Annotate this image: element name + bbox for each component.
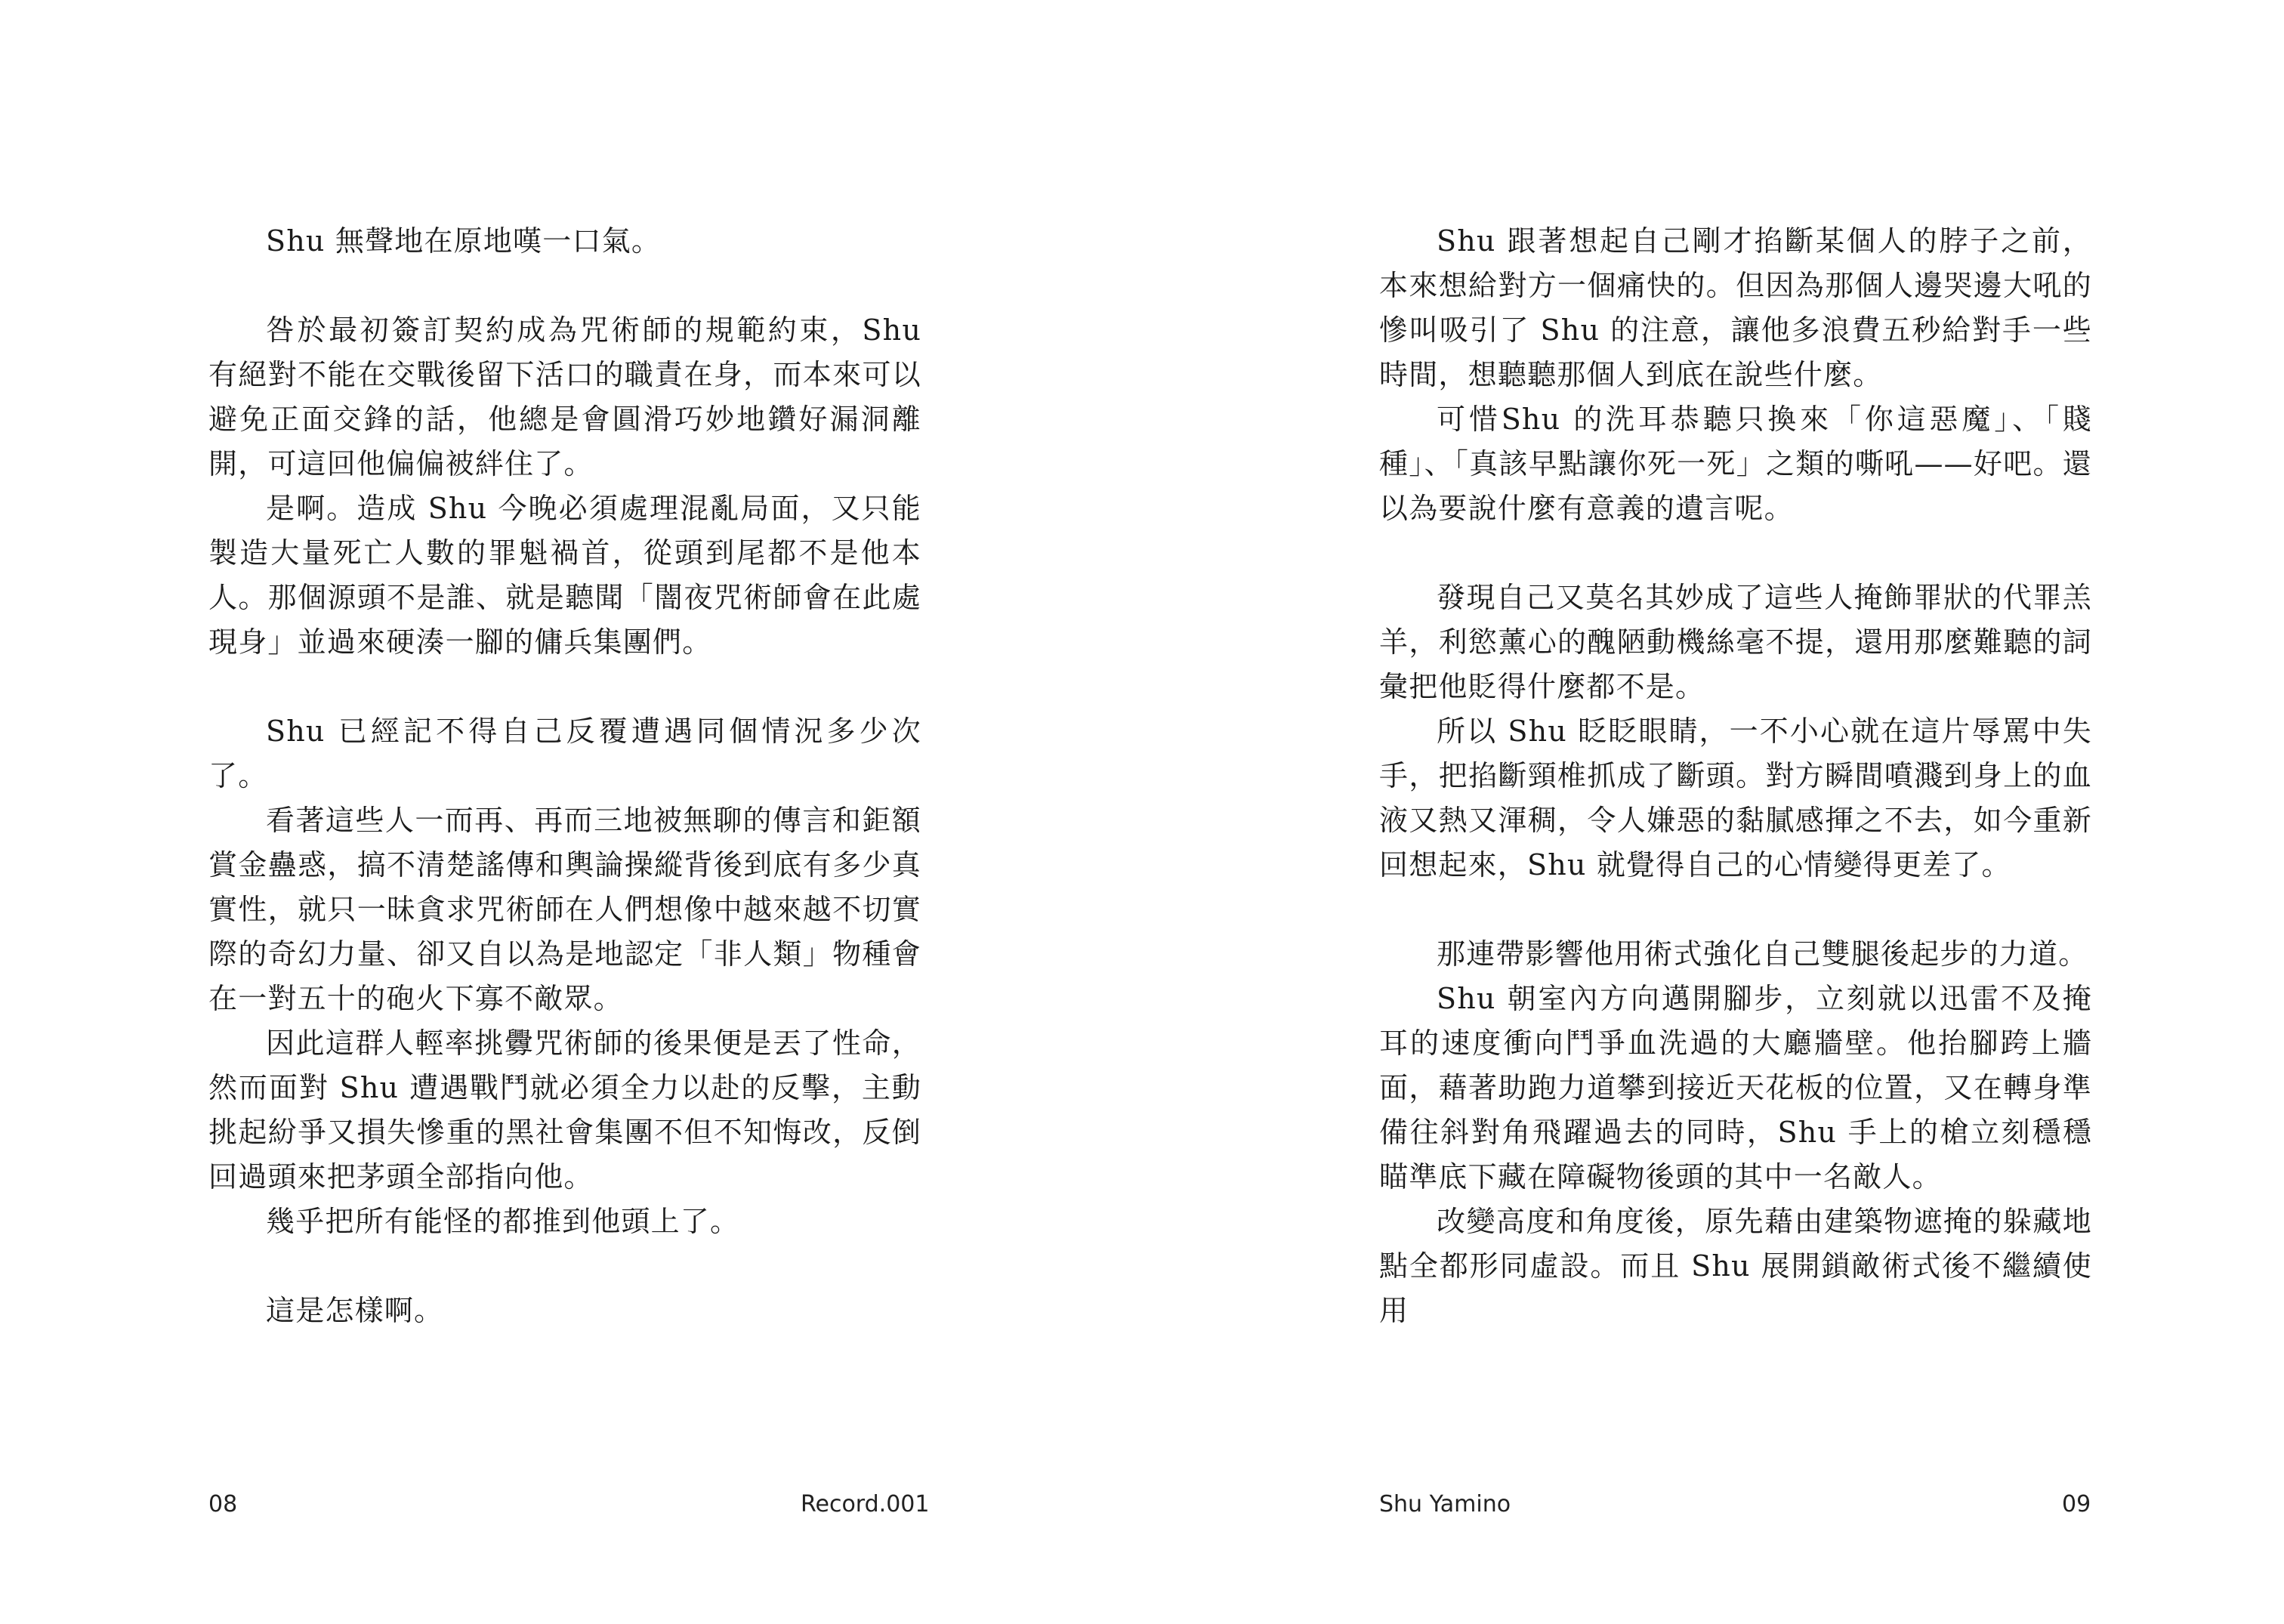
right-body-text: [1379, 219, 2092, 1333]
left-body-text: [208, 219, 932, 1333]
paragraph: 可惜Shu 的洗耳恭聽只換來「你這惡魔」、「賤種」、「真該早點讓你死一死」之類的嘶吼——好吧。還以為要說什麼有意義的遺言呢。: [1379, 403, 2092, 525]
paragraph: 發現自己又莫名其妙成了這些人掩飾罪狀的代罪羔羊，利慾薰心的醜陋動機絲毫不提，還用那麼難聽的詞彙把他貶得什麼都不是。: [1379, 581, 2092, 703]
paragraph: 所以 Shu 眨眨眼睛，一不小心就在這片辱罵中失手，把掐斷頸椎抓成了斷頭。對方瞬間噴濺到身上的血液又熱又渾稠，令人嫌惡的黏膩感揮之不去，如今重新回想起來，Shu 就覺得自己的心情變得更差了。: [1379, 715, 2092, 881]
page-number: 08: [208, 1491, 238, 1517]
paragraph: 這是怎樣啊。: [266, 1294, 444, 1327]
right-page: [1142, 0, 2284, 1624]
page-number: 09: [2062, 1491, 2091, 1517]
paragraph: Shu 朝室內方向邁開腳步，立刻就以迅雷不及掩耳的速度衝向鬥爭血洗過的大廳牆壁。他抬腳跨上牆面，藉著助跑力道攀到接近天花板的位置，又在轉身準備往斜對角飛躍過去的同時，Shu 手上的槍立刻穩穩瞄準底下藏在障礙物後頭的其中一名敵人。: [1379, 982, 2092, 1193]
paragraph: 咎於最初簽訂契約成為咒術師的規範約束，Shu 有絕對不能在交戰後留下活口的職責在身，而本來可以避免正面交鋒的話，他總是會圓滑巧妙地鑽好漏洞離開，可這回他偏偏被絆住了。: [208, 313, 932, 480]
running-head: Shu Yamino: [1379, 1491, 1511, 1517]
paragraph: 那連帶影響他用術式強化自己雙腿後起步的力道。: [1437, 937, 2088, 971]
paragraph-gap: [1379, 531, 2092, 576]
paragraph: Shu 無聲地在原地嘆一口氣。: [266, 224, 662, 258]
paragraph: 幾乎把所有能怪的都推到他頭上了。: [266, 1205, 740, 1238]
paragraph-gap: [208, 665, 921, 709]
paragraph-gap: [1379, 888, 2092, 932]
paragraph: 因此這群人輕率挑釁咒術師的後果便是丟了性命，然而面對 Shu 遭遇戰鬥就必須全力以赴的反擊，主動挑起紛爭又損失慘重的黑社會集團不但不知悔改，反倒回過頭來把茅頭全部指向他。: [208, 1027, 921, 1193]
paragraph: 是啊。造成 Shu 今晚必須處理混亂局面，又只能製造大量死亡人數的罪魁禍首，從頭到尾都不是他本人。那個源頭不是誰、就是聽聞「闇夜咒術師會在此處現身」並過來硬湊一腳的傭兵集團們。: [208, 492, 921, 659]
running-head: Record.001: [801, 1491, 930, 1517]
paragraph: Shu 已經記不得自己反覆遭遇同個情況多少次了。: [208, 715, 921, 792]
paragraph-gap: [208, 264, 921, 308]
paragraph: 改變高度和角度後，原先藉由建築物遮掩的躲藏地點全都形同虛設。而且 Shu 展開鎖敵術式後不繼續使用: [1379, 1205, 2092, 1327]
paragraph: Shu 跟著想起自己剛才掐斷某個人的脖子之前，本來想給對方一個痛快的。但因為那個人邊哭邊大吼的慘叫吸引了 Shu 的注意，讓他多浪費五秒給對手一些時間，想聽聽那個人到底在說些什麼。: [1379, 224, 2092, 391]
paragraph-gap: [208, 1244, 921, 1289]
paragraph: 看著這些人一而再、再而三地被無聊的傳言和鉅額賞金蠱惑，搞不清楚謠傳和輿論操縱背後到底有多少真實性，就只一昧貪求咒術師在人們想像中越來越不切實際的奇幻力量、卻又自以為是地認定「非人類」物種會在一對五十的砲火下寡不敵眾。: [208, 804, 921, 1015]
